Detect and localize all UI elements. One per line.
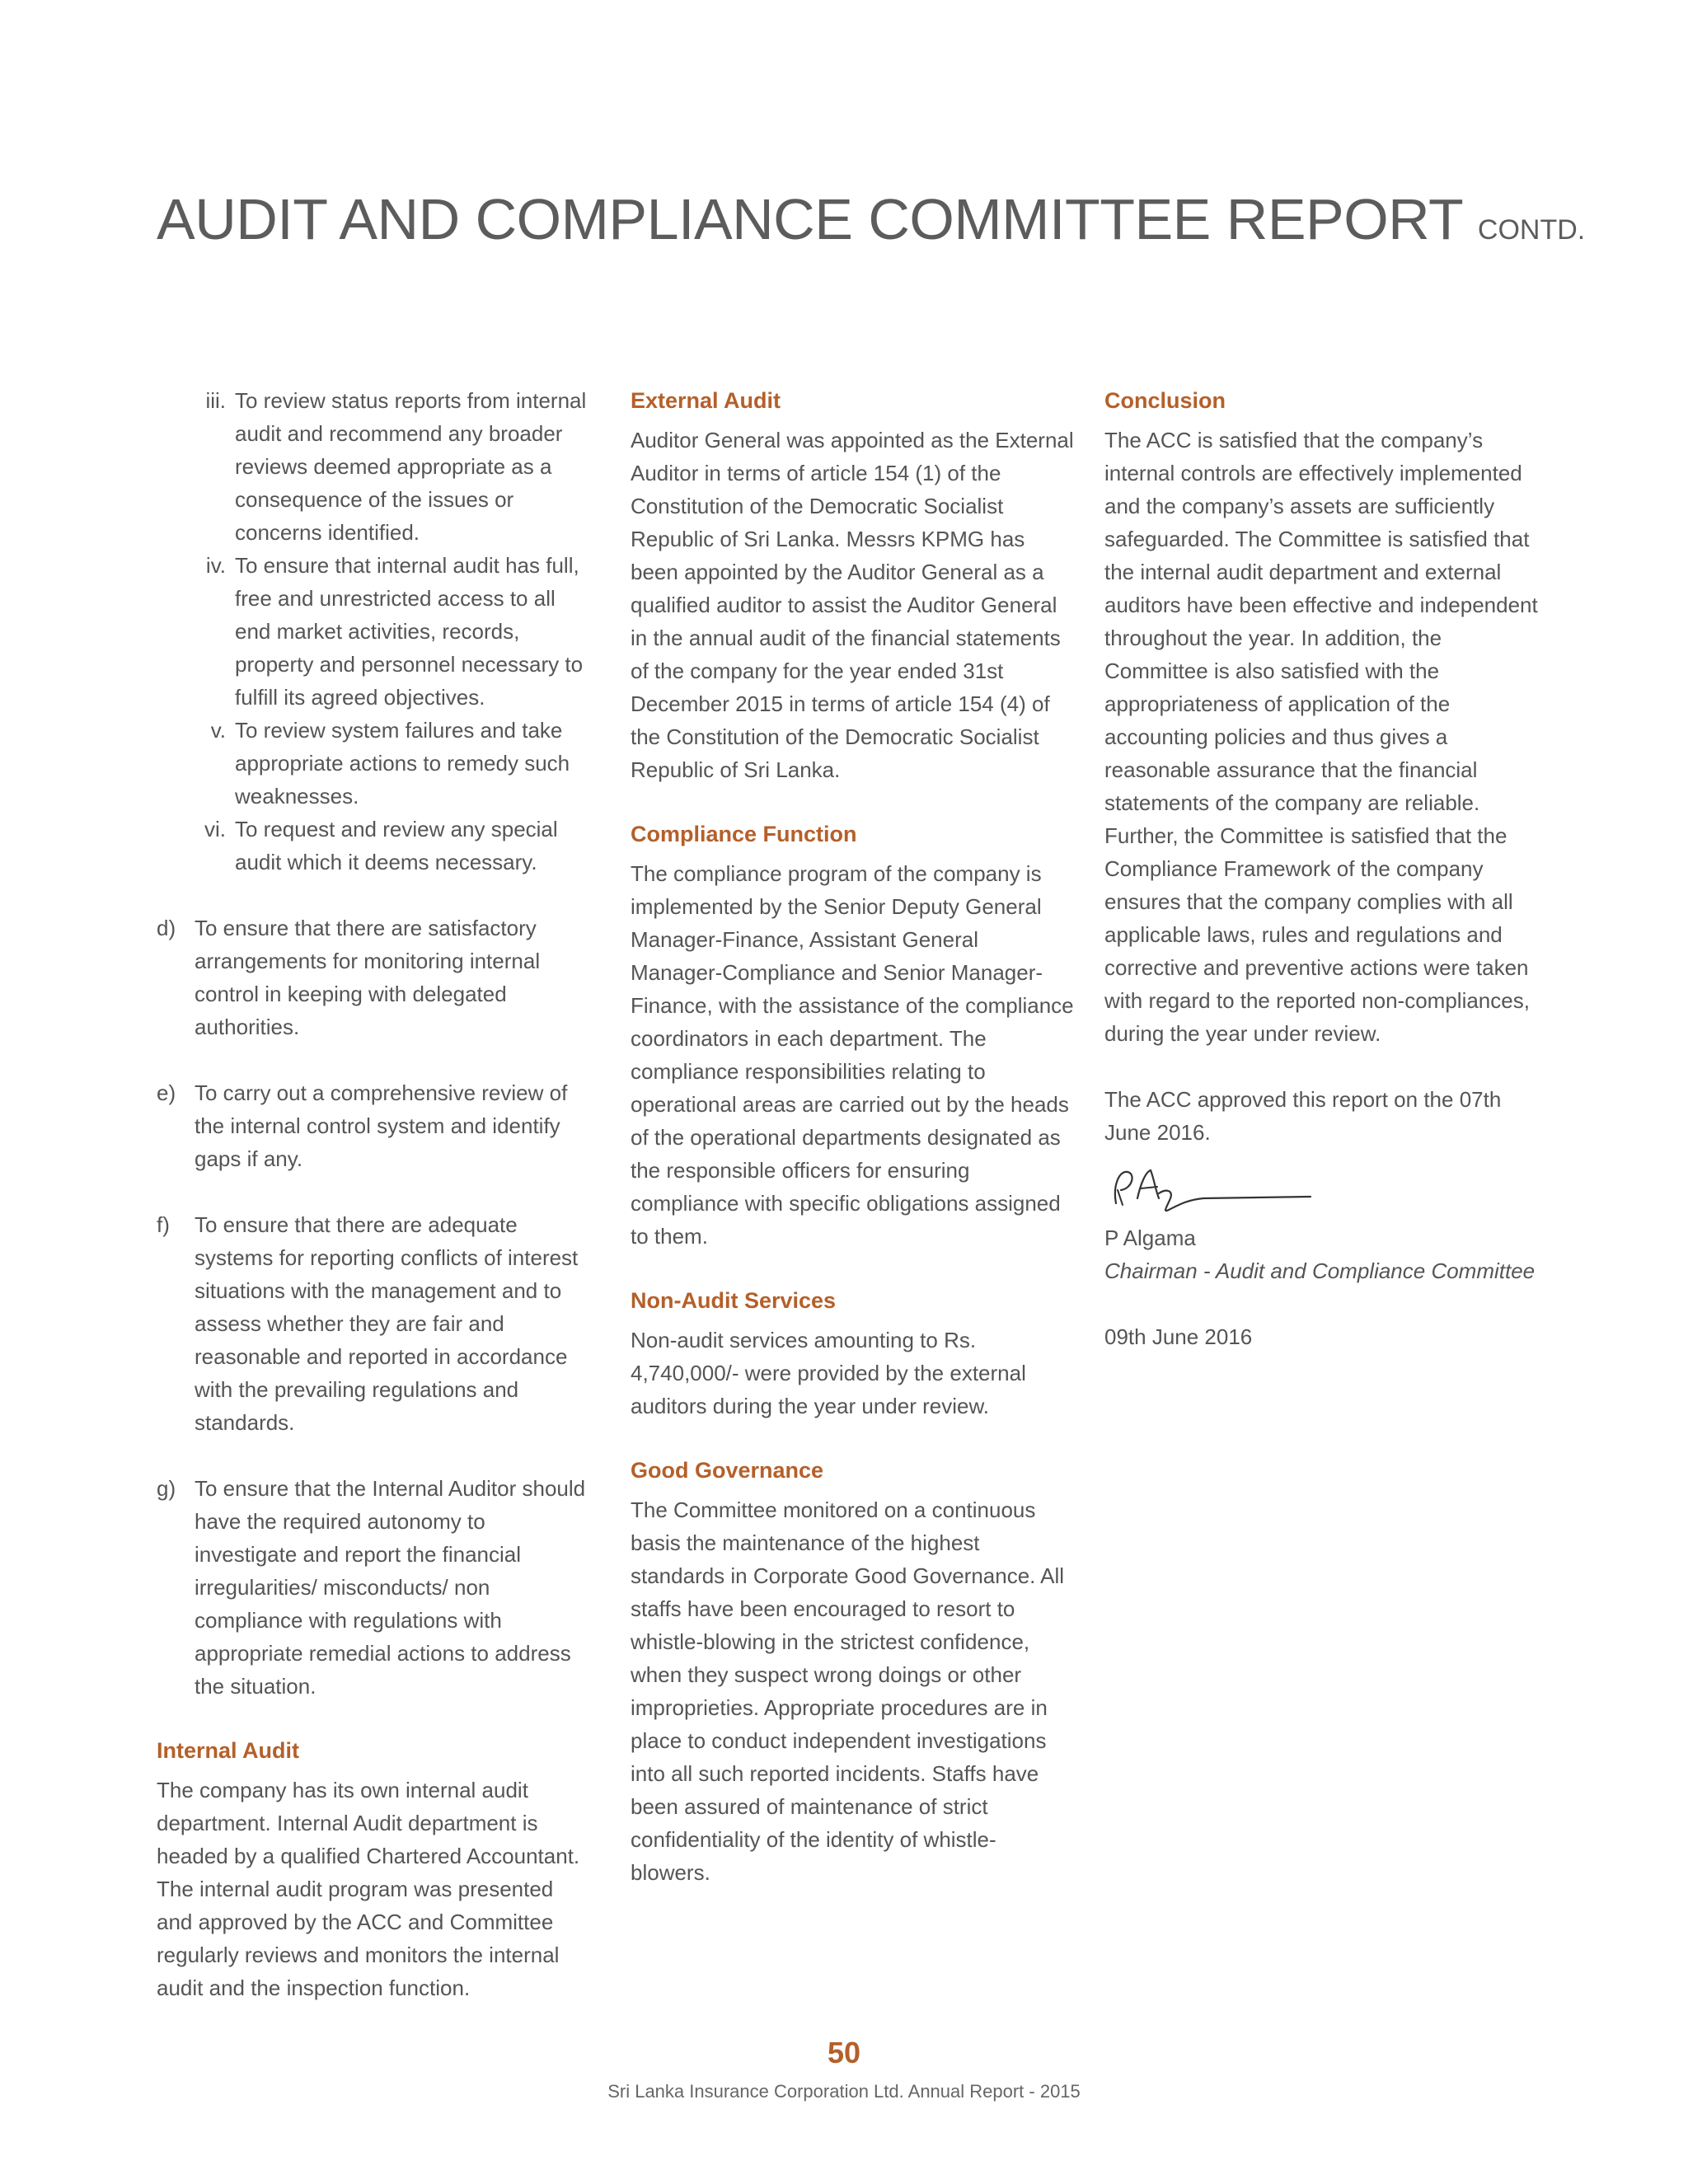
list-item [157,1472,589,1703]
list-item-number: iv. [205,553,226,578]
list-item-text: To ensure that there are adequate systems for reporting conflicts of interest situations with the management and to assess whether they are fair and reasonable and reported in accordance with the prevailing regulations and standards. [195,1212,579,1435]
external-audit-heading: External Audit [631,388,781,413]
internal-audit-heading: Internal Audit [157,1738,299,1763]
left-column [157,384,589,2004]
page-title [157,186,1585,252]
list-item-text: To review system failures and take appropriate actions to remedy such weaknesses. [235,718,570,808]
compliance-function-text: The compliance program of the company is implemented by the Senior Deputy General Manager-Finance, Assistant General Manager-Compliance and Senior Manager-Finance, with the assistance of the compliance coordinators in each department. The compliance responsibilities relating to operational areas are carried out by the heads of the operational departments designated as the responsible officers for ensuring compliance with specific obligations assigned to them. [631,861,1074,1249]
list-item [157,1076,589,1175]
approval-text: The ACC approved this report on the 07th June 2016. [1104,1087,1502,1145]
good-governance-text: The Committee monitored on a continuous basis the maintenance of the highest standards in Corporate Good Governance. All staffs have been encouraged to resort to whistle-blowing in the strictest confidence, when they suspect wrong doings or other improprieties. Appropriate procedures are in place to conduct independent investigations into all such reported incidents. Staffs have been assured of maintenance of strict confidentiality of the identity of whistle-blowers. [631,1497,1065,1885]
list-item [157,912,589,1043]
list-item [157,384,589,549]
conclusion-text: The ACC is satisfied that the company’s internal controls are effectively implemented and the company’s assets are sufficiently safeguarded. The Committee is satisfied that the internal audit department and external auditors have been effective and independent throughout the year. In addition, the Committee is also satisfied with the appropriateness of application of the accounting policies and thus gives a reasonable assurance that the financial statements of the company are reliable. Further, the Committee is satisfied that the Compliance Framework of the company ensures that the company complies with all applicable laws, rules and regulations and corrective and preventive actions were taken with regard to the reported non-compliances, during the year under review. [1104,428,1538,1046]
list-item [157,549,589,714]
list-item [157,714,589,813]
list-item-text: To request and review any special audit which it deems necessary. [235,817,558,874]
external-audit-text: Auditor General was appointed as the External Auditor in terms of article 154 (1) of the Constitution of the Democratic Socialist Republic of Sri Lanka. Messrs KPMG has been appointed by the Auditor General as a qualified auditor to assist the Auditor General in the annual audit of the financial statements of the company for the year ended 31st December 2015 in terms of article 154 (4) of the Constitution of the Democratic Socialist Republic of Sri Lanka. [631,428,1074,782]
list-item-text: To ensure that internal audit has full, free and unrestricted access to all end market activities, records, property and personnel necessary to fulfill its agreed objectives. [235,553,584,710]
non-audit-services-heading: Non-Audit Services [631,1288,837,1313]
title-text: AUDIT AND COMPLIANCE COMMITTEE REPORT [157,187,1462,251]
list-item-text: To carry out a comprehensive review of the internal control system and identify gaps if any. [195,1080,568,1171]
footer-text: Sri Lanka Insurance Corporation Ltd. Annual Report - 2015 [607,2081,1081,2102]
middle-column [631,384,1076,1889]
right-column [1104,384,1541,1353]
list-item-text: To review status reports from internal audit and recommend any broader reviews deemed appropriate as a consequence of the issues or concerns identified. [235,388,587,545]
non-audit-services-text: Non-audit services amounting to Rs. 4,740,000/- were provided by the external auditors during the year under review. [631,1328,1026,1418]
signature [1104,1160,1541,1218]
list-item [157,813,589,879]
signatory-role: Chairman - Audit and Compliance Committee [1104,1258,1536,1283]
title-contd: CONTD. [1477,214,1586,246]
list-item-number: e) [157,1080,176,1105]
list-item [157,1208,589,1439]
list-item-number: g) [157,1476,176,1501]
list-item-text: To ensure that there are satisfactory arrangements for monitoring internal control in keeping with delegated authorities. [195,916,541,1039]
list-item-text: To ensure that the Internal Auditor should have the required autonomy to investigate and report the financial irregularities/ misconducts/ non compliance with regulations with appropriate remedial actions to address the situation. [195,1476,586,1699]
list-item-number: v. [210,718,226,743]
list-item-number: iii. [205,388,226,413]
signature-drawing [1104,1160,1319,1218]
internal-audit-text: The company has its own internal audit department. Internal Audit department is headed by a qualified Chartered Accountant. The internal audit program was presented and approved by the ACC and Committee regularly reviews and monitors the internal audit and the inspection function. [157,1778,580,2000]
page-number: 50 [827,2036,861,2069]
conclusion-heading: Conclusion [1104,388,1226,413]
signatory-name: P Algama [1104,1226,1196,1250]
signatory-date: 09th June 2016 [1104,1324,1253,1349]
list-item-number: d) [157,916,176,940]
list-item-number: f) [157,1212,170,1237]
good-governance-heading: Good Governance [631,1458,824,1483]
list-item-number: vi. [204,817,226,841]
compliance-function-heading: Compliance Function [631,822,857,846]
